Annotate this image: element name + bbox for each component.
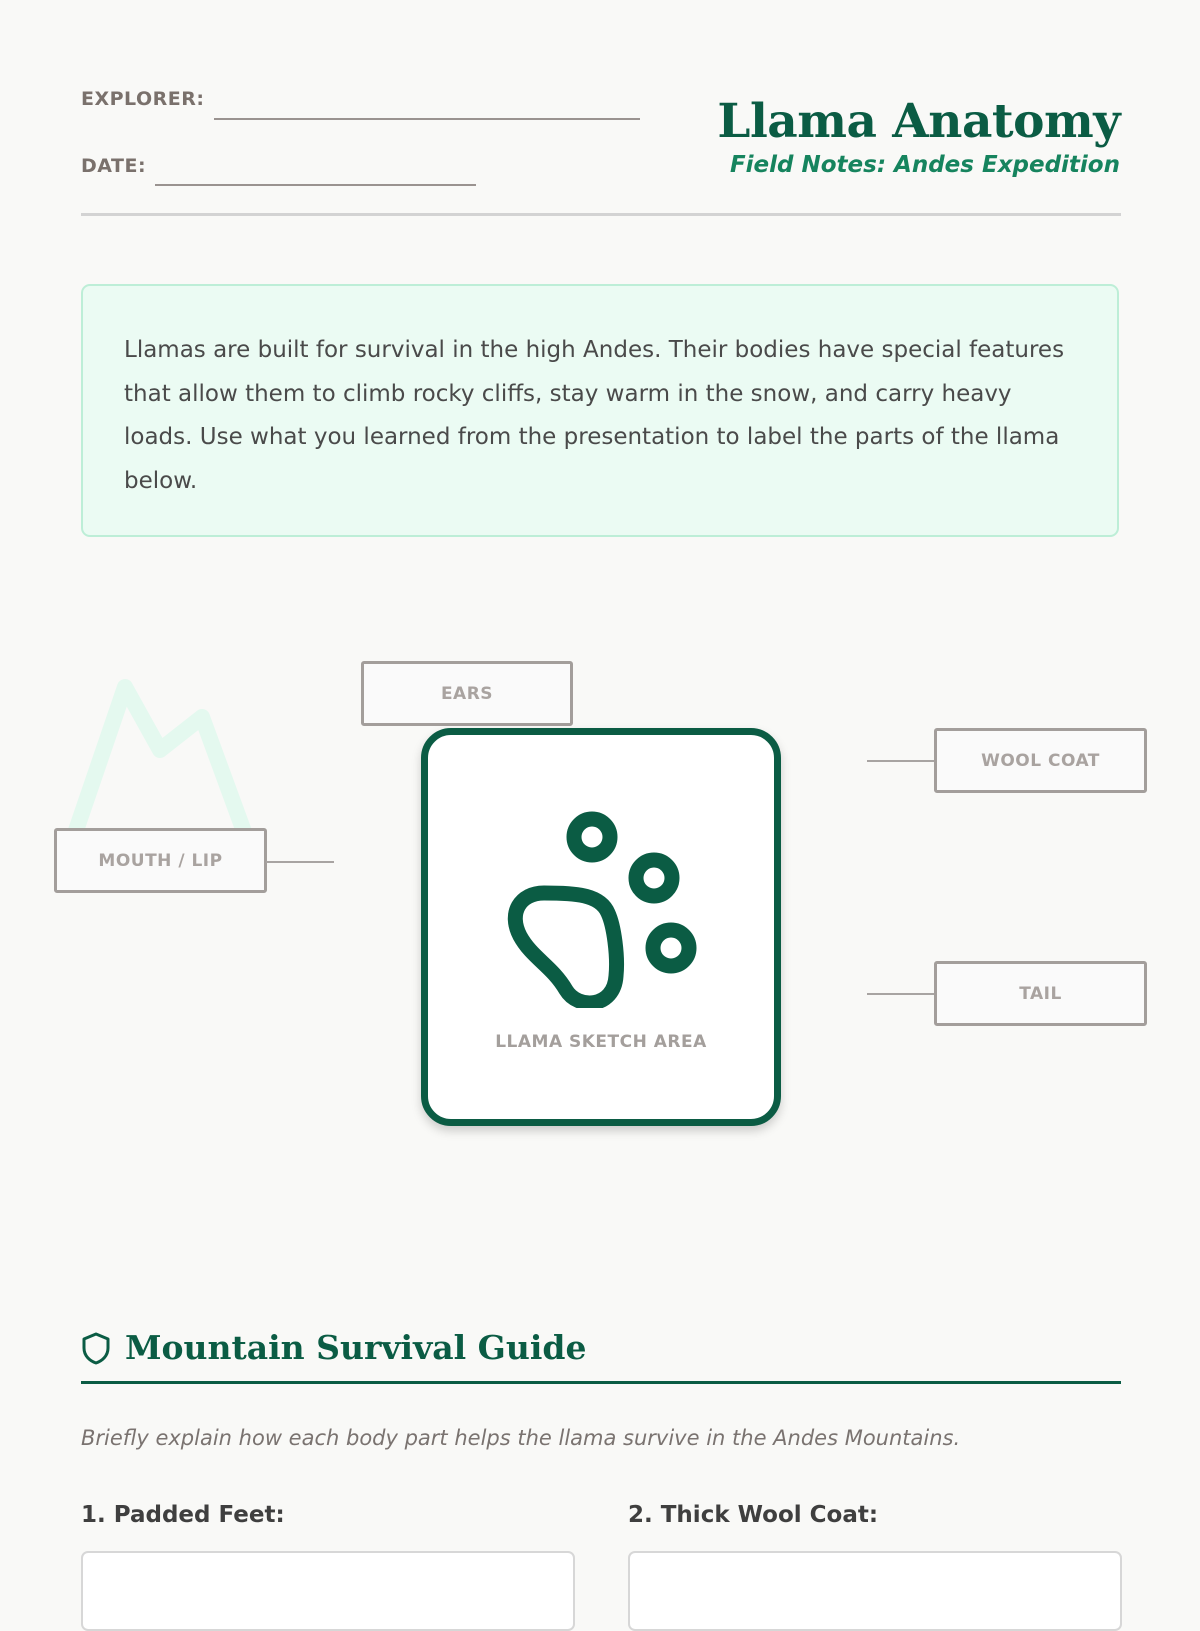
section-divider [81, 1381, 1121, 1384]
section-instructions: Briefly explain how each body part helps the llama survive in the Andes Mountains. [81, 1426, 961, 1450]
intro-box [81, 284, 1119, 537]
header-divider [81, 213, 1121, 216]
sketch-area-label: LLAMA SKETCH AREA [495, 1032, 707, 1052]
section-header [81, 1328, 586, 1367]
paw-icon [504, 808, 704, 1008]
question-2-label: 2. Thick Wool Coat: [628, 1502, 879, 1528]
section-title: Mountain Survival Guide [125, 1328, 587, 1367]
answer-box-wool-coat[interactable] [628, 1551, 1122, 1631]
tail-label-box[interactable]: TAIL [934, 961, 1147, 1026]
mouth-lip-connector [266, 861, 334, 863]
ears-label-box[interactable]: EARS [361, 661, 573, 726]
llama-sketch-area[interactable] [421, 728, 781, 1126]
shield-icon [81, 1331, 111, 1365]
page-subtitle: Field Notes: Andes Expedition [729, 152, 1120, 178]
date-label: DATE: [81, 155, 147, 177]
date-field[interactable] [155, 184, 476, 186]
wool-coat-connector [867, 760, 935, 762]
intro-text: Llamas are built for survival in the high Andes. Their bodies have special features that allow them to climb rocky cliffs, stay warm in the snow, and carry heavy loads. Use what you learned from the presentation to label the parts of the llama below. [124, 337, 1065, 494]
mouth-lip-label-box[interactable]: MOUTH / LIP [54, 828, 267, 893]
page-title: Llama Anatomy [717, 94, 1120, 149]
explorer-label: EXPLORER: [81, 88, 205, 110]
tail-connector [867, 993, 935, 995]
question-1-label: 1. Padded Feet: [81, 1502, 285, 1528]
explorer-field[interactable] [214, 118, 640, 120]
wool-coat-label-box[interactable]: WOOL COAT [934, 728, 1147, 793]
answer-box-padded-feet[interactable] [81, 1551, 575, 1631]
